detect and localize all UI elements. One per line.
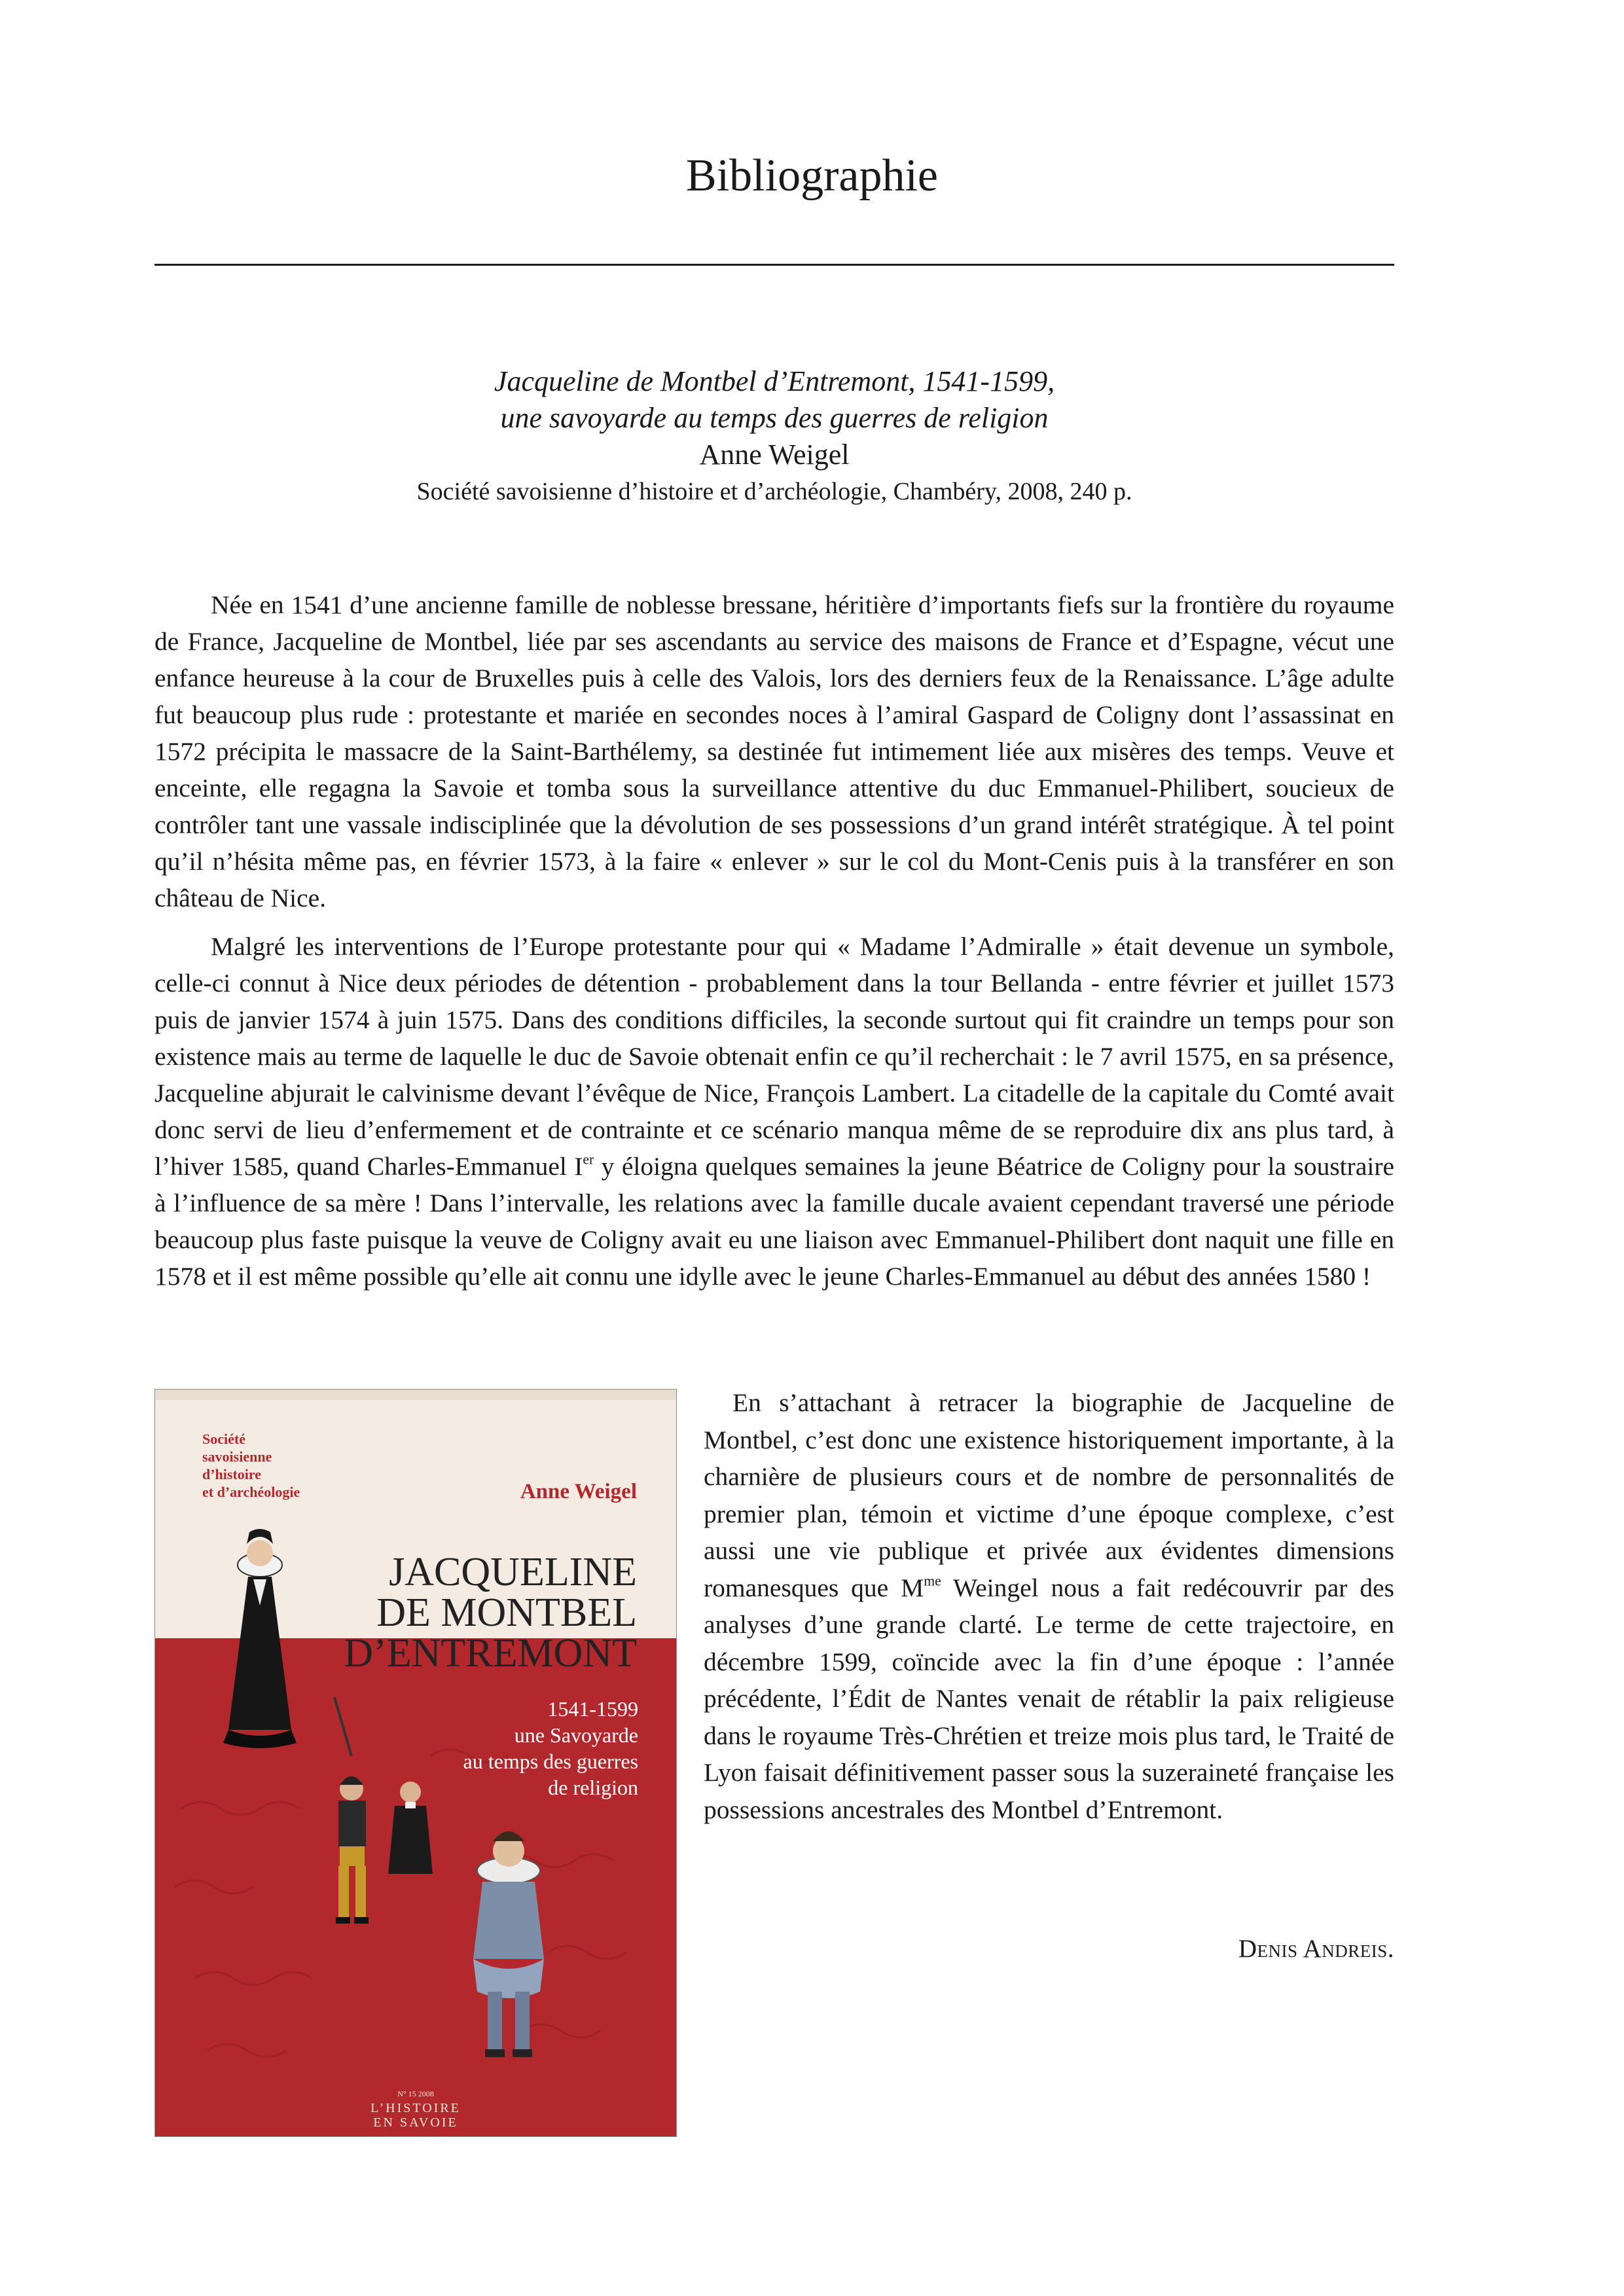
page-title: Bibliographie	[686, 151, 938, 201]
title-divider	[154, 264, 1394, 266]
cover-series-number: N° 15 2008	[397, 2089, 434, 2098]
cover-subtitle-line: de religion	[548, 1776, 638, 1799]
book-author: Anne Weigel	[699, 439, 850, 471]
review-signature: Denis Andreis.	[1238, 1935, 1394, 1963]
book-reference	[154, 363, 1394, 510]
book-title-line1: Jacqueline de Montbel d’Entremont, 1541-1599,	[494, 365, 1055, 397]
book-title-line2: une savoyarde au temps des guerres de religion	[500, 402, 1049, 434]
paragraph-2-text-a: Malgré les interventions de l’Europe protestante pour qui « Madame l’Admiralle » était devenue un symbole, celle-ci connut à Nice deux périodes de détention - probablement dans la tour Bellanda - entre février et juillet 1573 puis de janvier 1574 à juin 1575. Dans des conditions difficiles, la seconde surtout qui fit craindre un temps pour son existence mais au terme de laquelle le duc de Savoie obtenait enfin ce qu’il recherchait : le 7 avril 1575, en sa présence, Jacqueline abjurait le calvinisme devant l’évêque de Nice, François Lambert. La citadelle de la capitale du Comté avait donc servi de lieu d’enfermement et de contrainte et ce scénario manqua même de se reproduire dix ans plus tard, à l’hiver 1585, quand Charles-Emmanuel I	[154, 932, 1394, 1181]
paragraph-3-text-a: En s’attachant à retracer la biographie de Jacqueline de Montbel, c’est donc une existence historiquement importante, à la charnière de plusieurs cours et de nombre de personnalités de premier plan, témoin et victime d’une époque complexe, c’est aussi une vie publique et privée aux évidentes dimensions romanesques que M	[704, 1388, 1394, 1602]
cover-title-line: DE MONTBEL	[376, 1590, 637, 1635]
cover-series-line: L’HISTOIRE	[370, 2101, 461, 2115]
cover-publisher	[202, 1430, 372, 1501]
cover-publisher-line: Société	[202, 1431, 245, 1447]
cover-title-line: JACQUELINE	[389, 1550, 637, 1594]
cover-publisher-line: et d’archéologie	[202, 1484, 300, 1500]
book-publication: Société savoisienne d’histoire et d’archéologie, Chambéry, 2008, 240 p.	[416, 478, 1132, 505]
cover-series-logo	[155, 2087, 676, 2130]
review-continuation	[704, 1384, 1394, 1828]
cover-subtitle-line: 1541-1599	[547, 1697, 638, 1721]
review-paragraph-2	[154, 928, 1394, 1295]
cover-subtitle-line: une Savoyarde	[514, 1723, 638, 1747]
ordinal-superscript: er	[583, 1151, 594, 1168]
review-body	[154, 586, 1394, 1306]
cover-author: Anne Weigel	[520, 1480, 637, 1503]
review-paragraph-3	[704, 1384, 1394, 1828]
book-cover-image	[154, 1389, 677, 2137]
cover-publisher-line: d’histoire	[202, 1466, 262, 1482]
cover-subtitle	[363, 1696, 638, 1801]
cover-subtitle-line: au temps des guerres	[463, 1749, 638, 1773]
paragraph-2-text-b: y éloigna quelques semaines la jeune Béatrice de Coligny pour la soustraire à l’influence de sa mère ! Dans l’intervalle, les relations avec la famille ducale avaient cependant traversé une période beaucoup plus faste puisque la veuve de Coligny avait eu une liaison avec Emmanuel-Philibert dont naquit une fille en 1578 et il est même possible qu’elle ait connu une idylle avec le jeune Charles-Emmanuel au début des années 1580 !	[154, 1152, 1395, 1291]
cover-publisher-line: savoisienne	[202, 1448, 272, 1465]
cover-title	[194, 1552, 637, 1674]
paragraph-3-text-b: Weingel nous a fait redécouvrir par des analyses d’une grande clarté. Le terme de cette trajectoire, en décembre 1599, coïncide avec la fin d’une époque : l’année précédente, l’Édit de Nantes venait de rétablir la paix religieuse dans le royaume Très-Chrétien et treize mois plus tard, le Traité de Lyon faisait définitivement passer sous la suzeraineté française les possessions ancestrales des Montbel d’Entremont.	[704, 1573, 1395, 1824]
cover-series-line: EN SAVOIE	[373, 2115, 458, 2130]
cover-title-line: D’ENTREMONT	[344, 1631, 637, 1676]
review-paragraph-1: Née en 1541 d’une ancienne famille de noblesse bressane, héritière d’importants fiefs sur la frontière du royaume de France, Jacqueline de Montbel, liée par ses ascendants au service des maisons de France et d’Espagne, vécut une enfance heureuse à la cour de Bruxelles puis à celle des Valois, lors des derniers feux de la Renaissance. L’âge adulte fut beaucoup plus rude : protestante et mariée en secondes noces à l’amiral Gaspard de Coligny dont l’assassinat en 1572 précipita le massacre de la Saint-Barthélemy, sa destinée fut intimement liée aux misères des temps. Veuve et enceinte, elle regagna la Savoie et tomba sous la surveillance attentive du duc Emmanuel-Philibert, soucieux de contrôler tant une vassale indisciplinée que la dévolution de ses possessions d’un grand intérêt stratégique. À tel point qu’il n’hésita même pas, en février 1573, à la faire « enlever » sur le col du Mont-Cenis puis à la transférer en son château de Nice.	[154, 590, 1394, 912]
title-superscript: me	[924, 1573, 941, 1589]
